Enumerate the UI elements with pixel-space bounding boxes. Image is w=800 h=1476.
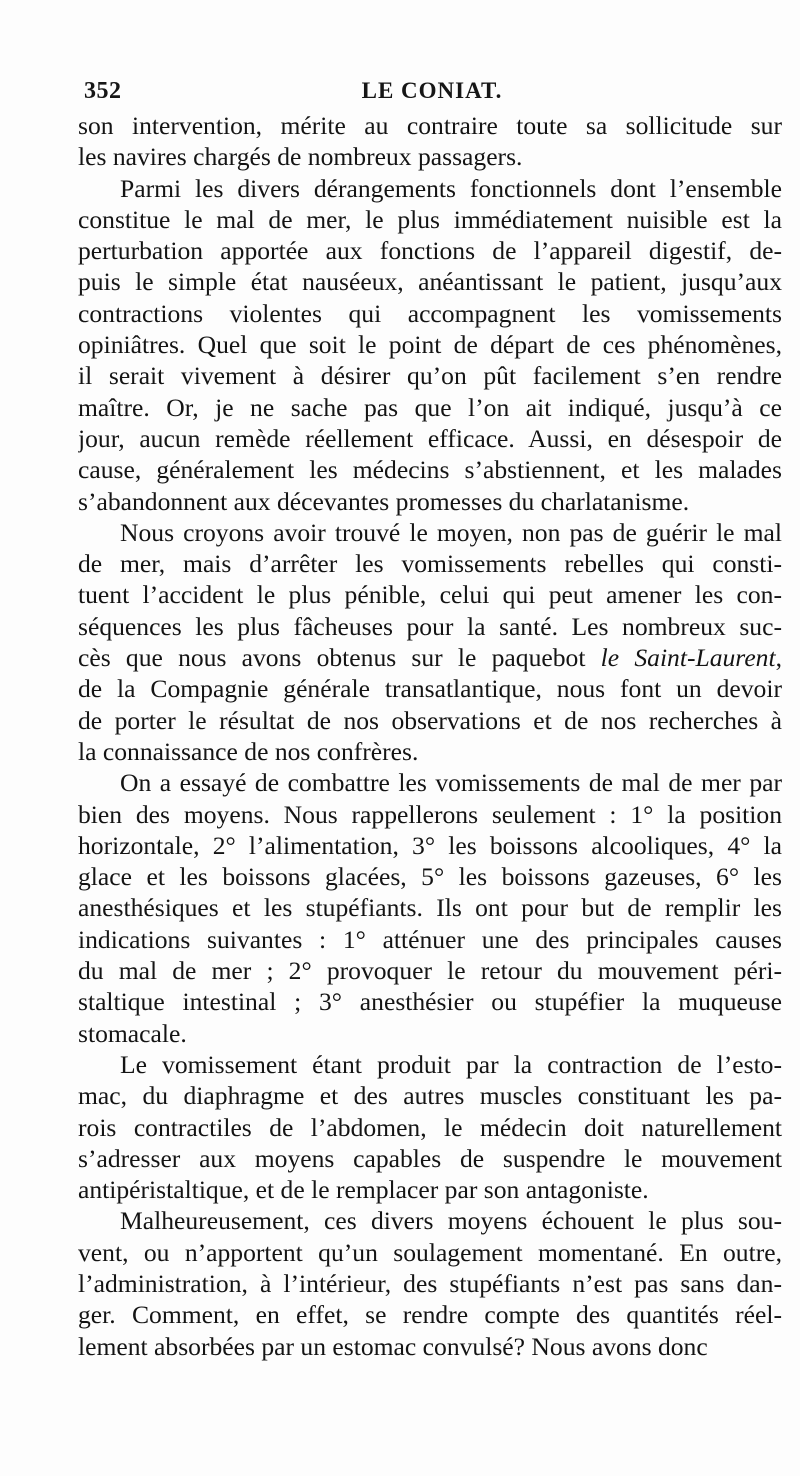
text-line: antipéristaltique, et de le remplacer par son antagoniste. (78, 1175, 649, 1205)
text-line: staltique intestinal ; 3° anesthésier ou stupéfier la muqueuse (78, 987, 782, 1017)
text-line: Malheureusement, ces divers moyens échouent le plus sou- (120, 1206, 782, 1236)
text-line: stomacale. (78, 1018, 187, 1048)
text-line: la connaissance de nos confrères. (78, 736, 419, 766)
text-line: perturbation apportée aux fonctions de l’appareil digestif, de- (78, 236, 782, 266)
text-line: s’adresser aux moyens capables de suspendre le mouvement (78, 1143, 782, 1173)
text-line: rois contractiles de l’abdomen, le médecin doit naturellement (78, 1112, 782, 1142)
text-line: opiniâtres. Quel que soit le point de départ de ces phénomènes, (78, 330, 782, 360)
text-line: indications suivantes : 1° atténuer une des principales causes (78, 924, 782, 954)
text-line: de mer, mais d’arrêter les vomissements rebelles qui consti- (78, 549, 782, 579)
text-line: séquences les plus fâcheuses pour la santé. Les nombreux suc- (78, 611, 782, 641)
text-line: Parmi les divers dérangements fonctionnels dont l’ensemble (120, 173, 782, 203)
page-number: 352 (84, 78, 122, 104)
text-line: il serait vivement à désirer qu’on pût facilement s’en rendre (78, 361, 782, 391)
text-line: constitue le mal de mer, le plus immédiatement nuisible est la (78, 204, 782, 234)
text-line: cause, généralement les médecins s’abstiennent, et les malades (78, 455, 782, 485)
page-header (84, 78, 780, 108)
text-line: les navires chargés de nombreux passagers. (78, 142, 523, 172)
text-line: Le vomissement étant produit par la contraction de l’esto- (120, 1049, 782, 1079)
text-line: s’abandonnent aux décevantes promesses du charlatanisme. (78, 486, 690, 516)
text-line: puis le simple état nauséeux, anéantissant le patient, jusqu’aux (78, 267, 782, 297)
text-line: lement absorbées par un estomac convulsé? Nous avons donc (78, 1331, 708, 1361)
text-line: ger. Comment, en effet, se rendre compte des quantités réel- (78, 1300, 782, 1330)
text-line: anesthésiques et les stupéfiants. Ils ont pour but de remplir les (78, 893, 782, 923)
text-line: glace et les boissons glacées, 5° les boissons gazeuses, 6° les (78, 862, 782, 892)
text-line: Nous croyons avoir trouvé le moyen, non pas de guérir le mal (120, 517, 782, 547)
text-line: de porter le résultat de nos observations et de nos recherches à (78, 705, 782, 735)
text-line: du mal de mer ; 2° provoquer le retour du mouvement péri- (78, 956, 782, 986)
text-line: maître. Or, je ne sache pas que l’on ait indiqué, jusqu’à ce (78, 392, 782, 422)
text-line: son intervention, mérite au contraire toute sa sollicitude sur (78, 111, 782, 140)
text-line: horizontale, 2° l’alimentation, 3° les boissons alcooliques, 4° la (78, 830, 782, 860)
text-line: de la Compagnie générale transatlantique, nous font un devoir (78, 674, 782, 704)
text-line: tuent l’accident le plus pénible, celui qui peut amener les con- (78, 580, 782, 610)
text-line: bien des moyens. Nous rappellerons seulement : 1° la position (78, 799, 782, 829)
body-text (78, 110, 782, 1362)
text-line: vent, ou n’apportent qu’un soulagement momentané. En outre, (78, 1237, 782, 1267)
text-line: l’administration, à l’intérieur, des stupéfiants n’est pas sans dan- (78, 1268, 782, 1298)
text-line: jour, aucun remède réellement efficace. Aussi, en désespoir de (78, 423, 782, 453)
text-line: mac, du diaphragme et des autres muscles constituant les pa- (78, 1081, 782, 1111)
text-line: contractions violentes qui accompagnent les vomissements (78, 298, 782, 328)
text-line: On a essayé de combattre les vomissements de mal de mer par (120, 768, 782, 798)
running-title: LE CONIAT. (361, 78, 503, 103)
text-line: cès que nous avons obtenus sur le paquebot le Saint-Laurent, (78, 643, 782, 673)
